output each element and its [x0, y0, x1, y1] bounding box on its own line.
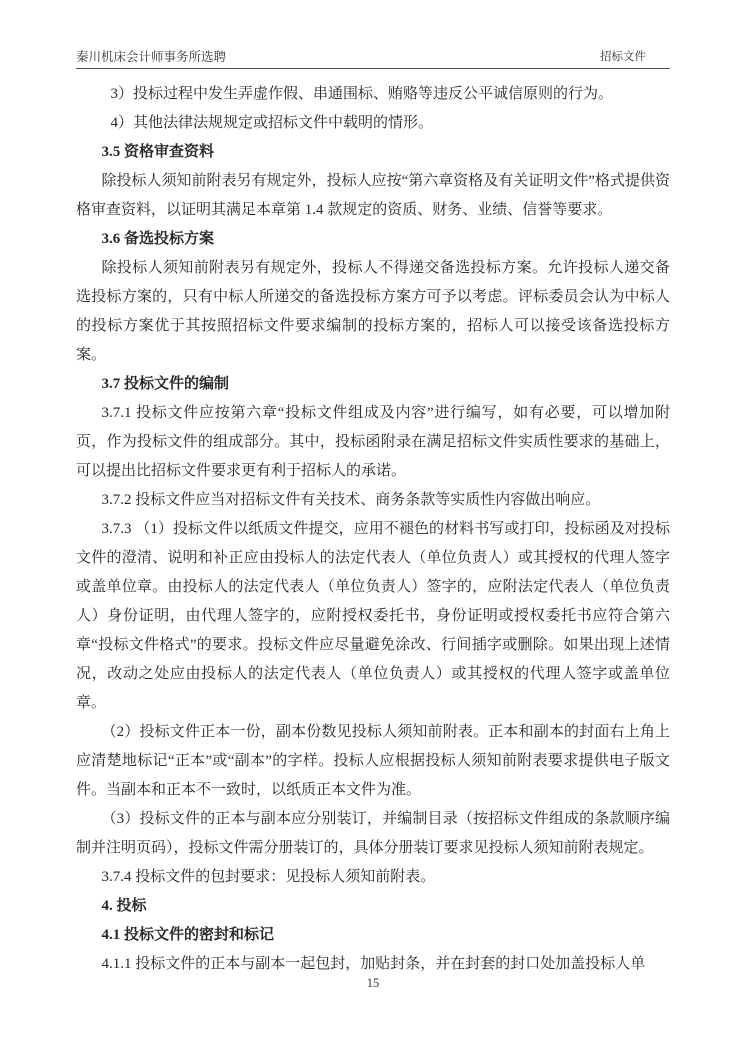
paragraph: 4）其他法律法规规定或招标文件中载明的情形。 [110, 115, 434, 131]
paragraph: 3.7.3 （1）投标文件以纸质文件提交，应用不褪色的材料书写或打印，投标函及对投标文件的澄清、说明和补正应由投标人的法定代表人（单位负责人）或其授权的代理人签字或盖单位章。由投标人的法定代表人（单位负责人）签字的，应附法定代表人（单位负责人）身份证明，由代理人签字的，应附授权委托书，身份证明或授权委托书应符合第六章“投标文件格式”的要求。投标文件应尽量避免涂改、行间插字或删除。如果出现上述情况，改动之处应由投标人的法定代表人（单位负责人）或其授权的代理人签字或盖单位章。 [76, 521, 670, 711]
section-heading: 3.5 资格审查资料 [101, 144, 215, 160]
page-number: 15 [366, 976, 380, 990]
paragraph: （3）投标文件的正本与副本应分别装订，并编制目录（按招标文件组成的条款顺序编制并注明页码），投标文件需分册装订的，具体分册装订要求见投标人须知前附表规定。 [76, 811, 670, 856]
page-footer [76, 975, 670, 991]
header-right-title: 招标文件 [600, 51, 646, 63]
paragraph: 除投标人须知前附表另有规定外，投标人应按“第六章资格及有关证明文件”格式提供资格审查资料，以证明其满足本章第 1.4 款规定的资质、财务、业绩、信誉等要求。 [76, 173, 670, 218]
paragraph: 4.1.1 投标文件的正本与副本一起包封，加贴封条，并在封套的封口处加盖投标人单 [101, 956, 646, 972]
paragraph: （2）投标文件正本一份，副本份数见投标人须知前附表。正本和副本的封面右上角上应清楚地标记“正本”或“副本”的字样。投标人应根据投标人须知前附表要求提供电子版文件。当副本和正本不一致时，以纸质正本文件为准。 [76, 724, 670, 798]
section-heading: 4. 投标 [101, 898, 147, 914]
paragraph: 3.7.4 投标文件的包封要求：见投标人须知前附表。 [101, 869, 436, 885]
page-header [76, 50, 670, 69]
paragraph: 3.7.2 投标文件应当对招标文件有关技术、商务条款等实质性内容做出响应。 [101, 492, 601, 508]
section-heading: 3.6 备选投标方案 [101, 231, 215, 247]
section-heading: 3.7 投标文件的编制 [101, 376, 230, 392]
header-left-title: 秦川机床会计师事务所选聘 [76, 50, 227, 64]
paragraph: 3.7.1 投标文件应按第六章“投标文件组成及内容”进行编写，如有必要，可以增加附页，作为投标文件的组成部分。其中，投标函附录在满足招标文件实质性要求的基础上，可以提出比招标文件要求更有利于招标人的承诺。 [76, 405, 670, 479]
section-heading: 4.1 投标文件的密封和标记 [101, 927, 275, 943]
paragraph: 3）投标过程中发生弄虚作假、串通围标、贿赂等违反公平诚信原则的行为。 [110, 86, 614, 102]
paragraph: 除投标人须知前附表另有规定外，投标人不得递交备选投标方案。允许投标人递交备选投标方案的，只有中标人所递交的备选投标方案方可予以考虑。评标委员会认为中标人的投标方案优于其按照招标文件要求编制的投标方案的，招标人可以接受该备选投标方案。 [76, 260, 670, 363]
document-body [76, 80, 670, 979]
